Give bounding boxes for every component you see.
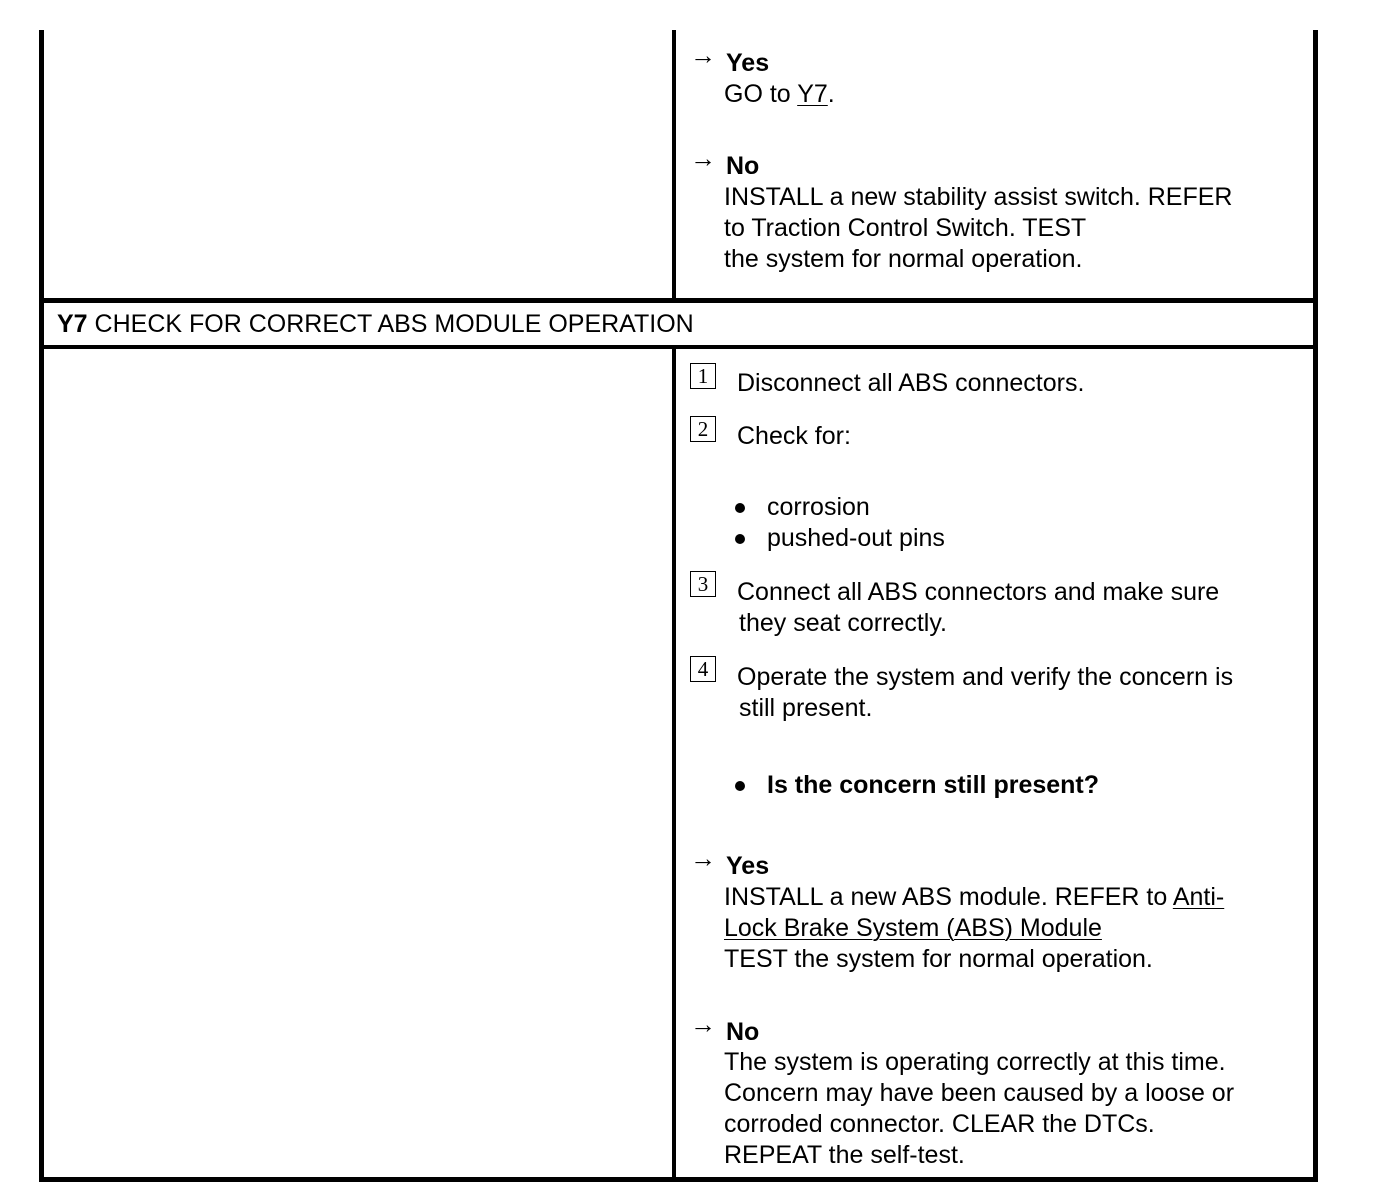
y7-no-line: corroded connector. CLEAR the DTCs. (724, 1110, 1155, 1138)
table-border-right (1313, 30, 1318, 1182)
step-text: Connect all ABS connectors and make sure (737, 578, 1220, 606)
step-text: still present. (739, 694, 873, 722)
go-to-prefix: GO to (724, 80, 798, 108)
check-item: pushed-out pins (767, 524, 945, 552)
arrow-right-icon: → (690, 40, 716, 70)
row-divider-header (39, 345, 1318, 349)
step-number-box: 2 (690, 416, 716, 442)
y7-yes-line: TEST the system for normal operation. (724, 945, 1153, 973)
step-number-box: 3 (690, 571, 716, 597)
top-no-line: the system for normal operation. (724, 245, 1083, 273)
bullet-icon (735, 781, 745, 791)
step-text: they seat correctly. (739, 609, 947, 637)
y7-no-line: The system is operating correctly at this time. (724, 1048, 1226, 1076)
abs-module-link[interactable]: Lock Brake System (ABS) Module (724, 914, 1102, 942)
step-number-box: 1 (690, 363, 716, 389)
y7-link[interactable]: Y7 (797, 80, 828, 108)
y7-no-line: Concern may have been caused by a loose or (724, 1079, 1235, 1107)
bullet-icon (735, 503, 745, 513)
y7-no-label: No (726, 1018, 760, 1046)
table-border-bottom (39, 1177, 1318, 1182)
step-number-box: 4 (690, 656, 716, 682)
top-no-line: to Traction Control Switch. TEST (724, 214, 1087, 242)
arrow-right-icon: → (690, 843, 716, 873)
top-no-label: No (726, 152, 760, 180)
y7-yes-label: Yes (726, 852, 770, 880)
top-no-line: INSTALL a new stability assist switch. REFER (724, 183, 1233, 211)
top-yes-text (724, 79, 835, 110)
step-text: Check for: (737, 422, 851, 450)
arrow-right-icon: → (690, 1009, 716, 1039)
section-header-y7 (57, 309, 694, 340)
step-text: Operate the system and verify the concern is (737, 663, 1234, 691)
section-title: CHECK FOR CORRECT ABS MODULE OPERATION (94, 310, 694, 338)
abs-module-link[interactable]: Anti- (1172, 883, 1225, 911)
column-divider-bottom (672, 347, 676, 1182)
column-divider-top (672, 30, 676, 301)
check-item: corrosion (767, 493, 870, 521)
bullet-icon (735, 534, 745, 544)
table-border-left (39, 30, 44, 1182)
question-text: Is the concern still present? (767, 771, 1100, 799)
step-id: Y7 (57, 310, 88, 338)
top-yes-label: Yes (726, 49, 770, 77)
step-text: Disconnect all ABS connectors. (737, 369, 1085, 397)
y7-no-line: REPEAT the self-test. (724, 1141, 965, 1169)
go-to-suffix: . (827, 80, 835, 108)
row-divider-top (39, 298, 1318, 303)
y7-yes-line (724, 882, 1224, 913)
arrow-right-icon: → (690, 143, 716, 173)
install-abs-text: INSTALL a new ABS module. REFER to (724, 883, 1173, 911)
